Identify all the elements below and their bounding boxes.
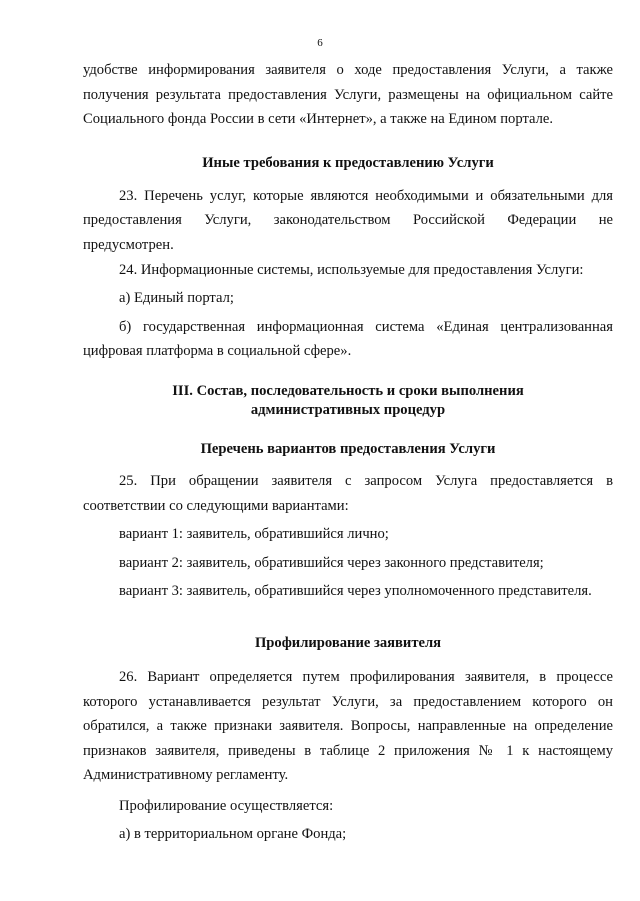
heading-section-iii	[83, 382, 613, 420]
paragraph-23: 23. Перечень услуг, которые являются необходимыми и обязательными для предоставления Услуги, законодательством Российской Федерации не предусмотрен.	[83, 187, 613, 253]
profiling-item-a: а) в территориальном органе Фонда;	[119, 826, 347, 843]
heading-variants-list: Перечень вариантов предоставления Услуги	[200, 440, 496, 457]
paragraph-24: 24. Информационные системы, используемые для предоставления Услуги:	[119, 261, 584, 278]
paragraph-25: 25. При обращении заявителя с запросом Услуга предоставляется в соответствии со следующими вариантами:	[83, 472, 613, 514]
heading-section-iii-line1: III. Состав, последовательность и сроки выполнения	[172, 382, 524, 399]
profiling-intro: Профилирование осуществляется:	[119, 797, 334, 814]
variant-2: вариант 2: заявитель, обратившийся через законного представителя;	[119, 554, 544, 571]
heading-profiling: Профилирование заявителя	[254, 634, 442, 651]
page-body	[83, 58, 613, 847]
variant-3: вариант 3: заявитель, обратившийся через уполномоченного представителя.	[119, 583, 592, 600]
paragraph-24-item-b: б) государственная информационная система «Единая централизованная цифровая платформа в социальной сфере».	[83, 318, 613, 360]
paragraph-24-item-a: а) Единый портал;	[119, 290, 234, 307]
heading-other-requirements: Иные требования к предоставлению Услуги	[202, 154, 494, 171]
variant-1: вариант 1: заявитель, обратившийся лично;	[119, 526, 389, 543]
paragraph-26: 26. Вариант определяется путем профилирования заявителя, в процессе которого устанавливается результат Услуги, за предоставлением которого он обратился, а также признаки заявителя. Вопросы, направленные на определение признаков заявителя, приведены в таблице 2 приложения № 1 к настоящему Административному регламенту.	[83, 668, 613, 784]
page-number: 6	[317, 37, 323, 49]
intro-paragraph: удобстве информирования заявителя о ходе предоставления Услуги, а также получения результата предоставления Услуги, размещены на официальном сайте Социального фонда России в сети «Интернет», а также на Едином портале.	[83, 62, 613, 128]
heading-section-iii-line2: административных процедур	[250, 401, 446, 418]
